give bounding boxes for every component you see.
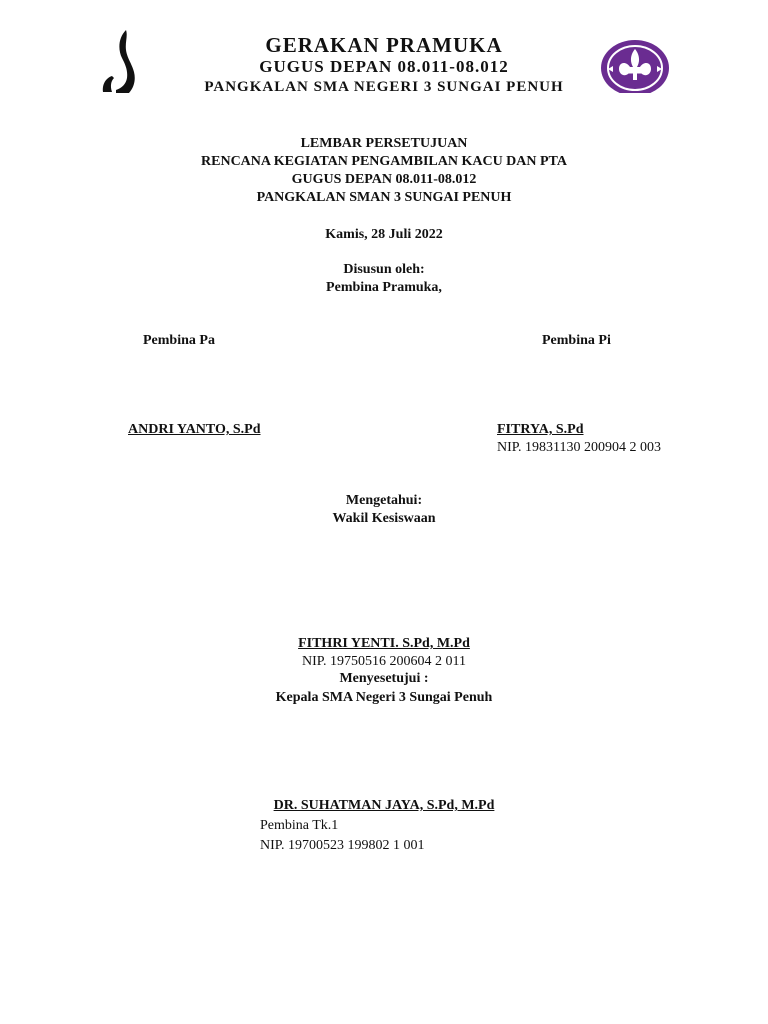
doc-title-line: GUGUS DEPAN 08.011-08.012 [291, 172, 477, 187]
kepala-rank: Pembina Tk.1 [260, 818, 339, 833]
letterhead [0, 0, 768, 93]
kepala-name: DR. SUHATMAN JAYA, S.Pd, M.Pd [273, 798, 495, 813]
doc-title-line: PANGKALAN SMAN 3 SUNGAI PENUH [256, 190, 512, 205]
unit-line: GUGUS DEPAN 08.011-08.012 [259, 57, 509, 76]
org-title: GERAKAN PRAMUKA [265, 33, 503, 57]
pembina-pi-nip: NIP. 19831130 200904 2 003 [497, 440, 661, 455]
wakil-nip: NIP. 19750516 200604 2 011 [302, 654, 466, 669]
base-line: PANGKALAN SMA NEGERI 3 SUNGAI PENUH [204, 79, 564, 93]
doc-title-line: LEMBAR PERSETUJUAN [300, 136, 468, 151]
pembina-pi-role: Pembina Pi [542, 333, 611, 348]
document-date: Kamis, 28 Juli 2022 [325, 227, 443, 242]
pembina-pa-role: Pembina Pa [143, 333, 215, 348]
prepared-by-role: Pembina Pramuka, [326, 280, 442, 295]
pembina-pa-name: ANDRI YANTO, S.Pd [128, 422, 261, 437]
kepala-nip: NIP. 19700523 199802 1 001 [260, 838, 425, 853]
pembina-pi-name: FITRYA, S.Pd [497, 422, 584, 437]
approved-label: Menyesetujui : [339, 671, 429, 686]
wakil-role: Wakil Kesiswaan [332, 511, 436, 526]
wakil-name: FITHRI YENTI. S.Pd, M.Pd [298, 636, 470, 651]
kepala-role: Kepala SMA Negeri 3 Sungai Penuh [275, 690, 493, 705]
acknowledged-label: Mengetahui: [345, 493, 423, 508]
prepared-by-label: Disusun oleh: [343, 262, 425, 277]
doc-title-line: RENCANA KEGIATAN PENGAMBILAN KACU DAN PTA [201, 154, 567, 169]
scout-fleur-de-lis-emblem-icon [599, 38, 671, 93]
